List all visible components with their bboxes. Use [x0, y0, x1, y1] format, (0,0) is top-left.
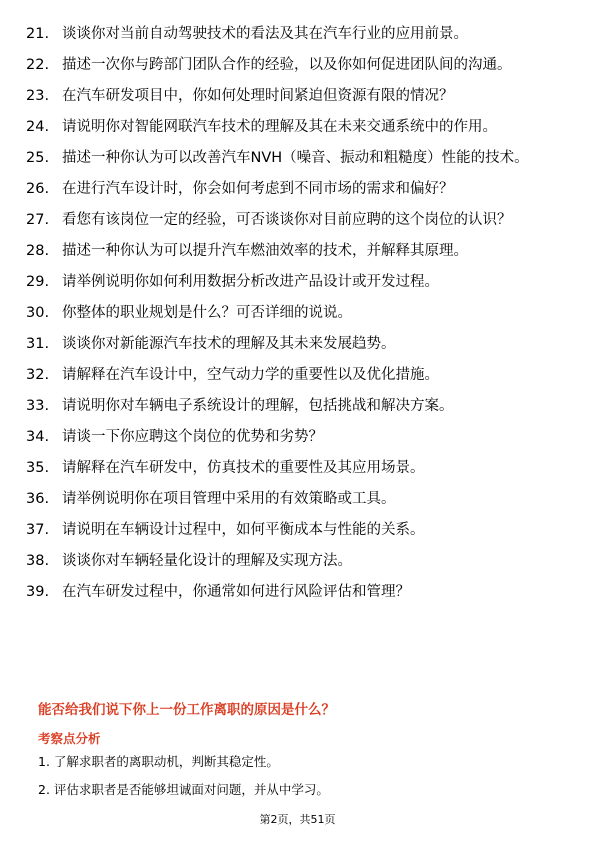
- question-number: 21.: [26, 26, 50, 42]
- question-number: 35.: [26, 460, 50, 476]
- question-text: 请解释在汽车设计中，空气动力学的重要性以及优化措施。: [62, 367, 439, 383]
- question-text: 描述一种你认为可以提升汽车燃油效率的技术，并解释其原理。: [62, 243, 468, 259]
- question-item-38: [26, 551, 566, 572]
- question-item-34: [26, 427, 566, 448]
- question-text: 请说明在车辆设计过程中，如何平衡成本与性能的关系。: [62, 522, 425, 538]
- question-text: 描述一种你认为可以改善汽车NVH（噪音、振动和粗糙度）性能的技术。: [62, 150, 529, 166]
- analysis-heading: 考察点分析: [38, 731, 101, 746]
- question-text: 看您有该岗位一定的经验，可否谈谈你对目前应聘的这个岗位的认识？: [62, 212, 512, 228]
- question-number: 30.: [26, 305, 50, 321]
- question-text: 谈谈你对新能源汽车技术的理解及其未来发展趋势。: [62, 336, 396, 352]
- question-number: 25.: [26, 150, 50, 166]
- question-number: 24.: [26, 119, 50, 135]
- question-text: 你整体的职业规划是什么？可否详细的说说。: [62, 305, 352, 321]
- question-item-30: [26, 303, 566, 324]
- question-item-24: [26, 117, 566, 138]
- question-text: 请谈一下你应聘这个岗位的优势和劣势？: [62, 429, 323, 445]
- question-item-22: [26, 55, 566, 76]
- question-text: 在进行汽车设计时，你会如何考虑到不同市场的需求和偏好？: [62, 181, 454, 197]
- question-list: [26, 24, 566, 613]
- question-text: 请举例说明你在项目管理中采用的有效策略或工具。: [62, 491, 396, 507]
- question-item-26: [26, 179, 566, 200]
- question-item-25: [26, 148, 566, 169]
- page-footer: 第2页，共51页: [259, 813, 336, 826]
- question-number: 28.: [26, 243, 50, 259]
- question-item-33: [26, 396, 566, 417]
- question-number: 31.: [26, 336, 50, 352]
- question-number: 38.: [26, 553, 50, 569]
- question-text: 在汽车研发过程中，你通常如何进行风险评估和管理？: [62, 584, 410, 600]
- question-item-37: [26, 520, 566, 541]
- question-number: 26.: [26, 181, 50, 197]
- section-title: 能否给我们说下你上一份工作离职的原因是什么？: [38, 702, 335, 718]
- question-number: 34.: [26, 429, 50, 445]
- question-number: 22.: [26, 57, 50, 73]
- question-text: 请解释在汽车研发中，仿真技术的重要性及其应用场景。: [62, 460, 425, 476]
- question-text: 请说明你对智能网联汽车技术的理解及其在未来交通系统中的作用。: [62, 119, 497, 135]
- question-item-36: [26, 489, 566, 510]
- question-item-39: [26, 582, 566, 603]
- question-number: 36.: [26, 491, 50, 507]
- question-text: 在汽车研发项目中，你如何处理时间紧迫但资源有限的情况？: [62, 88, 454, 104]
- analysis-point: 2. 评估求职者是否能够坦诚面对问题，并从中学习。: [38, 782, 329, 797]
- question-item-27: [26, 210, 566, 231]
- question-number: 32.: [26, 367, 50, 383]
- question-item-32: [26, 365, 566, 386]
- analysis-points: [38, 753, 558, 809]
- question-number: 39.: [26, 584, 50, 600]
- question-item-28: [26, 241, 566, 262]
- question-number: 37.: [26, 522, 50, 538]
- question-item-23: [26, 86, 566, 107]
- question-text: 请说明你对车辆电子系统设计的理解，包括挑战和解决方案。: [62, 398, 454, 414]
- question-text: 请举例说明你如何利用数据分析改进产品设计或开发过程。: [62, 274, 439, 290]
- question-text: 谈谈你对车辆轻量化设计的理解及实现方法。: [62, 553, 352, 569]
- question-text: 描述一次你与跨部门团队合作的经验，以及你如何促进团队间的沟通。: [62, 57, 512, 73]
- question-number: 33.: [26, 398, 50, 414]
- question-number: 29.: [26, 274, 50, 290]
- question-item-35: [26, 458, 566, 479]
- question-item-31: [26, 334, 566, 355]
- question-text: 谈谈你对当前自动驾驶技术的看法及其在汽车行业的应用前景。: [62, 26, 468, 42]
- analysis-point: 1. 了解求职者的离职动机，判断其稳定性。: [38, 754, 279, 769]
- question-number: 27.: [26, 212, 50, 228]
- question-item-29: [26, 272, 566, 293]
- question-number: 23.: [26, 88, 50, 104]
- question-item-21: [26, 24, 566, 45]
